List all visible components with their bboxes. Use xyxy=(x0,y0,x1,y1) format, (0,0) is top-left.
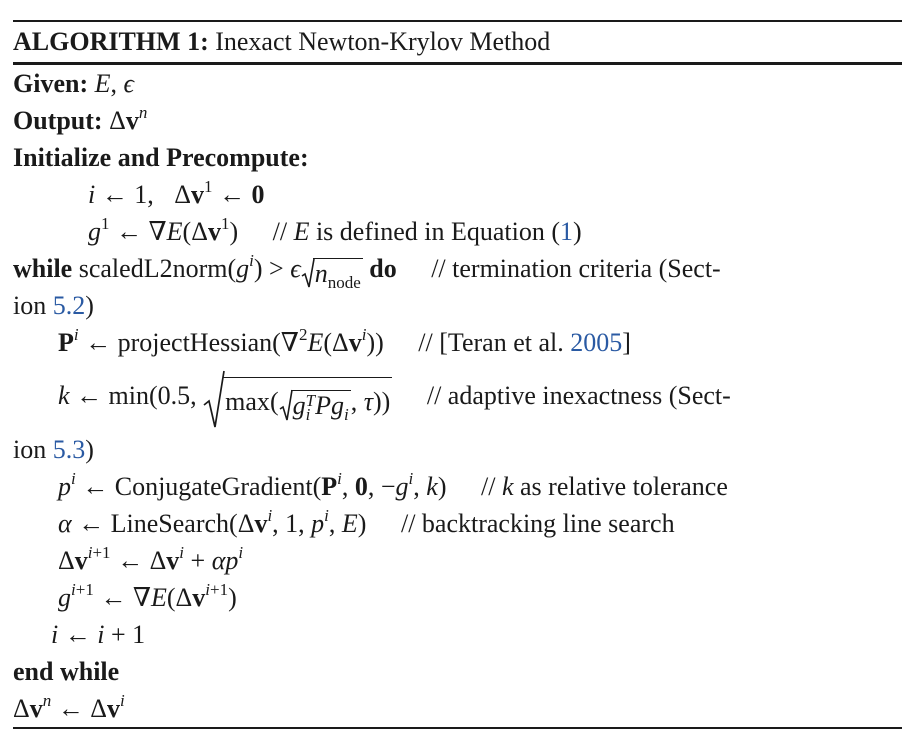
given-keyword: Given: xyxy=(13,69,89,98)
fn-scaled: scaledL2norm xyxy=(78,254,228,283)
line-conjugate-gradient: $p^i$ ← $ConjugateGradient(P^i$, 0, $-g^i$, k) // k as relative tolerance xyxy=(58,469,728,501)
sqrt-outer: max( gT i $Pg_i$, τ)) xyxy=(203,363,392,433)
eq-ref-link[interactable]: 1 xyxy=(560,217,574,246)
sqrt-n-node: $n_{node}$ xyxy=(301,253,363,290)
line-final: $\Delta v^n$ ← $\Delta v^i$ xyxy=(13,691,125,723)
algorithm-box xyxy=(13,20,902,729)
comment-teran: // [Teran et al. 2005] xyxy=(418,328,631,357)
line-given: Given: E, ϵ xyxy=(13,69,134,98)
endwhile-keyword: end while xyxy=(13,657,120,686)
comment-equation: // E is defined in Equation (1) xyxy=(272,217,582,246)
algorithm-title xyxy=(13,22,902,62)
line-update-v: $\Delta v^{i+1}$ ← $\Delta v^i + \alpha p^i$ xyxy=(58,543,244,575)
algorithm-name: Inexact Newton-Krylov Method xyxy=(215,27,551,56)
fn-project: projectHessian xyxy=(117,328,273,357)
line-init xyxy=(13,139,902,176)
line-output: Output: $\Delta v^n$ xyxy=(13,103,148,135)
sqrt-inner: gT i $Pg_i$ xyxy=(279,384,351,424)
fn-min: min xyxy=(108,381,149,410)
line-line-search: α ← $LineSearch(\Delta v^i$, 1, $p^i$, E) // backtracking line search xyxy=(58,506,675,538)
algorithm-body xyxy=(13,65,902,727)
line-update-g: $g^{i+1}$ ← $\nabla E(\Delta v^{i+1})$ xyxy=(58,580,237,612)
do-keyword: do xyxy=(369,254,397,283)
line-section-b: ion 5.3) xyxy=(13,435,94,464)
algorithm-label: ALGORITHM 1: xyxy=(13,27,209,56)
line-while: while $scaledL2norm(g^i) > \epsilon$ $n_{node}$ do // termination criteria (Sect- xyxy=(13,251,721,293)
comment-cg: // k as relative tolerance xyxy=(481,472,728,501)
const-one: 1 xyxy=(134,180,148,209)
fn-ls: LineSearch xyxy=(110,509,230,538)
bottom-rule xyxy=(13,727,902,729)
line-init-assign: i ← 1, $\Delta v^1$ ← 0 xyxy=(88,177,265,209)
fn-cg: ConjugateGradient xyxy=(114,472,313,501)
fn-max: max xyxy=(225,386,270,416)
line-project-hessian: $P^i$ ← $projectHessian(\nabla^2E(\Delta v^i))$ // [Teran et al. 2005] xyxy=(58,325,631,357)
while-keyword: while xyxy=(13,254,73,283)
comment-adaptive: // adaptive inexactness (Sect- xyxy=(426,381,731,410)
comment-line-search: // backtracking line search xyxy=(400,509,675,538)
comment-termination: // termination criteria (Sect- xyxy=(431,254,721,283)
section-5-3-link[interactable]: 5.3 xyxy=(52,435,86,464)
section-5-2-link[interactable]: 5.2 xyxy=(52,291,86,320)
init-keyword: Initialize and Precompute: xyxy=(13,143,309,172)
line-end-while xyxy=(13,653,902,690)
line-init-grad: $g^1$ ← $\nabla E(\Delta v^1)$ // E is defined in Equation (1) xyxy=(88,214,582,246)
teran-2005-link[interactable]: 2005 xyxy=(570,328,623,357)
const-half: 0.5 xyxy=(157,381,191,410)
output-keyword: Output: xyxy=(13,106,103,135)
line-increment: i ← i + 1 xyxy=(51,620,146,649)
line-adaptive-k: k ← min(0.5, max( gT i $Pg_i$, τ)) // adaptive inexactness (Sect- xyxy=(13,361,902,431)
line-section-a: ion 5.2) xyxy=(13,291,94,320)
